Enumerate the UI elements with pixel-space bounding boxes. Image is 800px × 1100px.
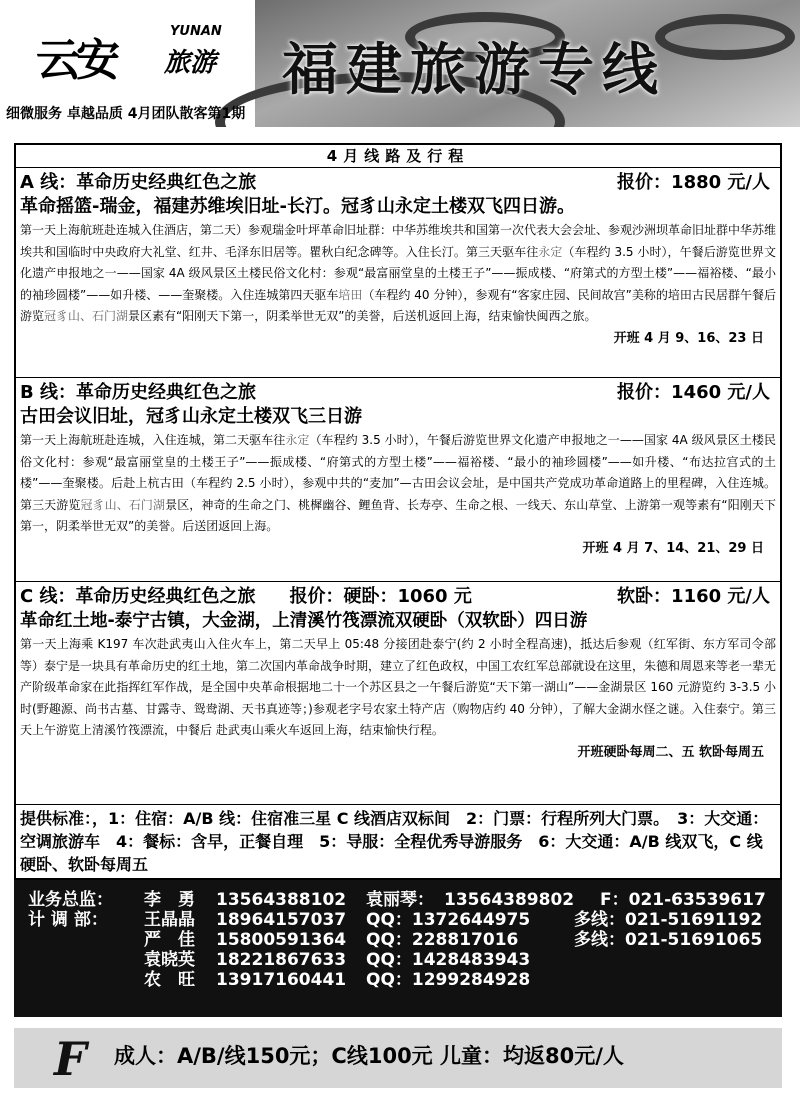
place-guanzhaishan: 冠豸山、石门湖 — [44, 309, 129, 323]
plan-title: 4月线路及行程 — [16, 145, 780, 168]
company-logo — [12, 14, 252, 94]
route-c-description: 第一天上海乘 K197 车次赴武夷山入住火车上，第二天早上 05:48 分接团赴泰宁(约 2 小时全程高速)，抵达后参观（红军街、东方军司令部等）泰宁是一块具有革命历史的红土地，第二次国内革命战争时期，建立了红色政权，中国工农红军总部就设在这里，朱德和周恩来等老一辈无产阶级革命家在此指挥红军作战，是全国中央革命根据地二十一个苏区县之一午餐后游览“天下第一湖山”——金湖景区 160 元游览约 3-3.5 小时(野趣源、尚书古墓、甘露寺、鸳鸯湖、天书真迹等；)参观老字号农家土特产店（购物店约 40 分钟），了解大金湖水怪之谜。入住泰宁。第三天上午游览上清溪竹筏漂流，中餐后 赴武夷山乘火车返回上海，结束愉快行程。 — [20, 637, 777, 737]
place-guanzhaishan: 冠豸山、石门湖 — [80, 497, 166, 512]
route-c-schedule: 开班硬卧每周二、五 软卧每周五 — [577, 744, 764, 760]
route-c — [16, 582, 780, 805]
tulou-roof-ring — [655, 14, 795, 60]
contact-row — [28, 930, 782, 950]
slogan: 细微服务 卓越品质 4月团队散客第1期 — [6, 106, 246, 122]
route-b — [16, 378, 780, 582]
logo-mark: 云安 — [36, 35, 116, 86]
route-b-name: B 线：革命历史经典红色之旅 — [20, 382, 256, 403]
route-a-subtitle: 革命摇篮-瑞金，福建苏维埃旧址-长汀。冠豸山永定土楼双飞四日游。 — [20, 196, 575, 217]
route-b-price: 报价：1460 元/人 — [617, 382, 770, 403]
contact-phone: 13564389802 — [444, 890, 575, 910]
route-a-name: A 线：革命历史经典红色之旅 — [20, 172, 257, 193]
route-a-schedule: 开班 4 月 9、16、23 日 — [613, 330, 764, 346]
contact-phone: 13564388102 — [216, 890, 347, 910]
contact-qq: QQ：228817016 — [366, 930, 519, 950]
contact-qq: QQ：1428483943 — [366, 950, 531, 970]
contact-name: 袁丽琴： — [366, 890, 434, 910]
contact-row — [28, 970, 782, 990]
footer-logo-icon: F — [54, 1032, 87, 1086]
contact-multiline: 多线：021-51691192 — [574, 910, 763, 930]
contact-name: 袁晓英 — [144, 950, 195, 970]
route-b-schedule: 开班 4 月 7、14、21、29 日 — [582, 540, 764, 556]
header — [0, 0, 800, 127]
contact-phone: 13917160441 — [216, 970, 347, 990]
contact-row — [28, 950, 782, 970]
contact-name: 王晶晶 — [144, 910, 195, 930]
contact-qq: QQ：1299284928 — [366, 970, 531, 990]
route-c-name: C 线：革命历史经典红色之旅 — [20, 586, 256, 607]
contact-row — [28, 910, 782, 930]
contact-phone: 18221867633 — [216, 950, 347, 970]
rebate-text: 成人：A/B/线150元；C线100元 儿童：均返80元/人 — [114, 1044, 624, 1068]
route-c-subtitle: 革命红土地-泰宁古镇，大金湖，上清溪竹筏漂流双硬卧（双软卧）四日游 — [20, 611, 588, 631]
place-yongding: 永定 — [538, 244, 563, 259]
contact-multiline: 多线：021-51691065 — [574, 930, 763, 950]
logo-english: YUNAN — [170, 24, 222, 39]
rebate-footer — [14, 1028, 782, 1088]
contact-phone: 18964157037 — [216, 910, 347, 930]
contact-fax: F：021-63539617 — [600, 890, 766, 910]
place-peitian: 培田 — [338, 287, 363, 302]
page-title: 福建旅游专线 — [282, 37, 666, 103]
route-c-price-soft: 软卧：1160 元/人 — [617, 586, 770, 607]
contact-qq: QQ：1372644975 — [366, 910, 531, 930]
route-a — [16, 168, 780, 378]
route-a-price: 报价：1880 元/人 — [617, 172, 770, 193]
route-a-description: 第一天上海航班赴连城入住酒店，第二天）参观瑞金叶坪革命旧址群：中华苏维埃共和国第一次代表大会会址、参观沙洲坝革命旧址群中华苏维埃共和国临时中央政府大礼堂、红井、毛泽东旧居等。瞿秋白纪念碑等。入住长汀。第三天驱车往永定（车程约 3.5 小时），午餐后游览世界文化遗产申报地之一——国家 4A 级风景区土楼民俗文化村：参观“最富丽堂皇的土楼王子”——振成楼、“府第式的方型土楼”——福裕楼、“最小的袖珍圆楼”——如升楼、——奎聚楼。入住连城第四天驱车培田（车程约 40 分钟），参观有“客家庄园、民间故宫”美称的培田古民居群午餐后游览冠豸山、石门湖景区素有“阳刚天下第一，阴柔举世无双”的美誉，后送机返回上海，结束愉快闽西之旅。 — [20, 223, 777, 323]
route-b-description: 第一天上海航班赴连城，入住连城，第二天驱车往永定（车程约 3.5 小时），午餐后游览世界文化遗产申报地之一——国家 4A 级风景区土楼民俗文化村：参观“最富丽堂皇的土楼王子”——振成楼、“府第式的方型土楼”——福裕楼、“最小的袖珍圆楼”——如升楼、“布达拉宫式的土楼”——奎聚楼。后赴上杭古田（车程约 2.5 小时），参观中共的“麦加”—古田会议会址，是中国共产党成功革命道路上的里程碑，入住连城。第三天游览冠豸山、石门湖景区，神奇的生命之门、桃樨幽谷、鲤鱼背、长寿亭、生命之根、一线天、东山草堂、上游第一观等素有“阳刚天下第一，阴柔举世无双”的美誉。后送团返回上海。 — [20, 433, 776, 533]
itinerary-box — [14, 143, 782, 880]
route-b-subtitle: 古田会议旧址，冠豸山永定土楼双飞三日游 — [20, 406, 362, 427]
contact-label: 业务总监： — [28, 890, 113, 910]
route-c-price-hard: 报价：硬卧：1060 元 — [289, 586, 472, 607]
contact-panel — [14, 880, 782, 1017]
service-standards: 提供标准：，1：住宿：A/B 线：住宿准三星 C 线酒店双标间 2：门票：行程所列大门票。 3：大交通：空调旅游车 4：餐标：含早，正餐自理 5：导服：全程优秀导游服务 6：大交通：A/B 线双飞，C 线硬卧、软卧每周五 — [20, 809, 769, 874]
contact-row — [28, 890, 782, 910]
contact-name: 严 佳 — [144, 930, 195, 950]
contact-name: 李 勇 — [144, 890, 195, 910]
contact-name: 农 旺 — [144, 970, 195, 990]
place-yongding: 永定 — [285, 433, 310, 447]
contact-label: 计 调 部： — [28, 910, 108, 930]
logo-chinese: 旅游 — [164, 48, 217, 78]
contact-phone: 15800591364 — [216, 930, 347, 950]
